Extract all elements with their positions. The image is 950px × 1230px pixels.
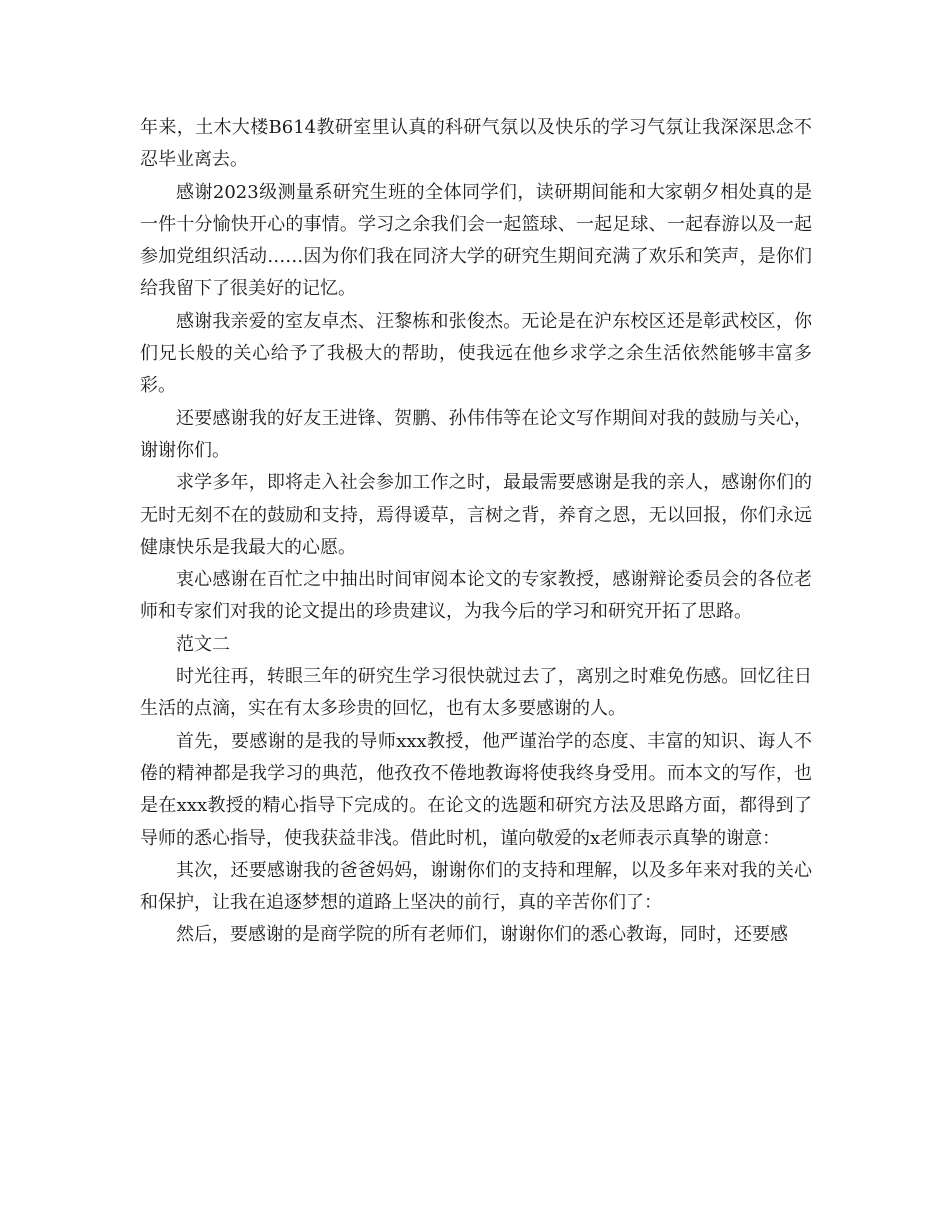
section-heading-sample-two: 范文二 [176, 633, 230, 655]
paragraph-intro: 时光往再，转眼三年的研究生学习很快就过去了，离别之时难免伤感。回忆往日生活的点滴，实在有太多珍贵的回忆，也有太多要感谢的人。 [140, 666, 812, 720]
paragraph-thanks-reviewers: 衷心感谢在百忙之中抽出时间审阅本论文的专家教授，感谢辩论委员会的各位老师和专家们对我的论文提出的珍贵建议，为我今后的学习和研究开拓了思路。 [140, 569, 812, 623]
document-body [140, 112, 812, 952]
paragraph-thanks-advisor: 首先，要感谢的是我的导师xxx教授，他严谨治学的态度、丰富的知识、诲人不倦的精神都是我学习的典范，他孜孜不倦地教诲将使我终身受用。而本文的写作，也是在xxx教授的精心指导下完成的。在论文的选题和研究方法及思路方面，都得到了导师的悉心指导，使我获益非浅。借此时机，谨向敬爱的x老师表示真挚的谢意： [140, 730, 812, 849]
paragraph-continuation: 年来，土木大楼B614教研室里认真的科研气氛以及快乐的学习气氛让我深深思念不忍毕业离去。 [140, 117, 812, 171]
paragraph-thanks-teachers: 然后，要感谢的是商学院的所有老师们，谢谢你们的悉心教诲，同时，还要感 [176, 924, 788, 946]
paragraph-thanks-parents: 其次，还要感谢我的爸爸妈妈，谢谢你们的支持和理解，以及多年来对我的关心和保护，让我在追逐梦想的道路上坚决的前行，真的辛苦你们了： [140, 859, 812, 914]
paragraph-thanks-roommates: 感谢我亲爱的室友卓杰、汪黎栋和张俊杰。无论是在沪东校区还是彰武校区，你们兄长般的关心给予了我极大的帮助，使我远在他乡求学之余生活依然能够丰富多彩。 [140, 310, 812, 397]
paragraph-thanks-family: 求学多年，即将走入社会参加工作之时，最最需要感谢是我的亲人，感谢你们的无时无刻不在的鼓励和支持，焉得谖草，言树之背，养育之恩，无以回报，你们永远健康快乐是我最大的心愿。 [140, 472, 812, 558]
paragraph-thanks-classmates: 感谢2023级测量系研究生班的全体同学们，读研期间能和大家朝夕相处真的是一件十分愉快开心的事情。学习之余我们会一起篮球、一起足球、一起春游以及一起参加党组织活动……因为你们我在同济大学的研究生期间充满了欢乐和笑声，是你们给我留下了很美好的记忆。 [140, 181, 812, 300]
paragraph-thanks-friends: 还要感谢我的好友王进锋、贺鹏、孙伟伟等在论文写作期间对我的鼓励与关心，谢谢你们。 [140, 407, 812, 461]
